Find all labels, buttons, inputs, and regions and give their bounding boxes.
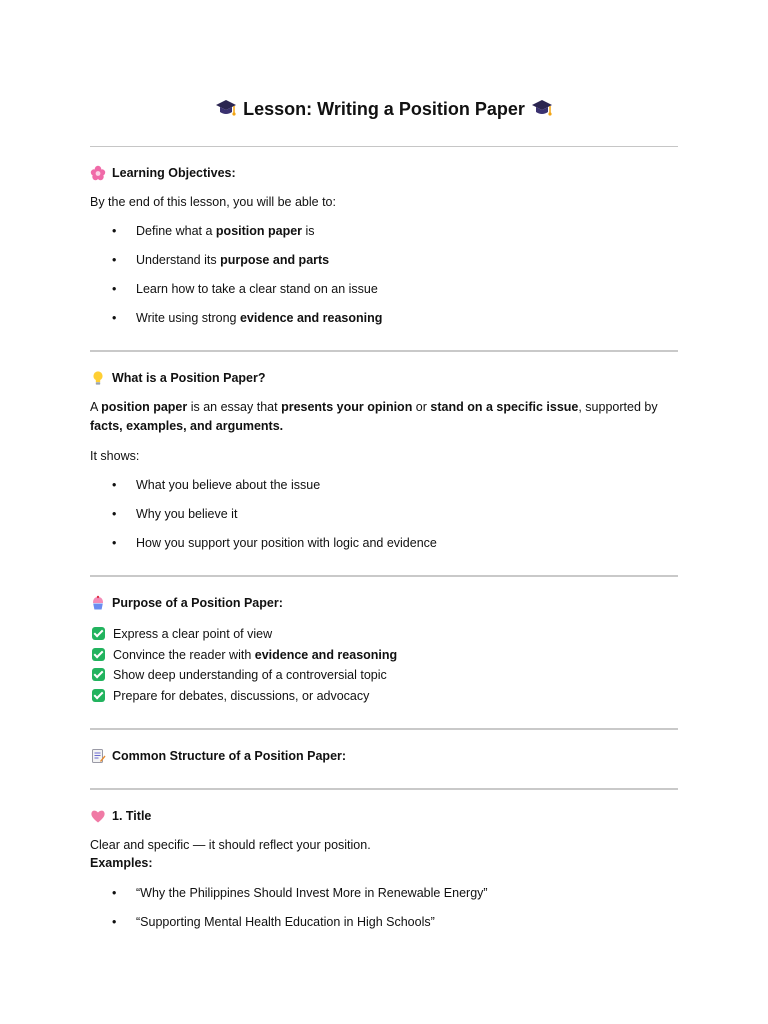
divider (90, 788, 678, 790)
graduation-cap-icon (215, 98, 237, 118)
list-item: • Learn how to take a clear stand on an issue (114, 281, 378, 297)
list-item: • Why you believe it (114, 506, 237, 522)
flower-icon (90, 165, 106, 181)
list-item: • Define what a position paper is (114, 223, 315, 239)
list-item: • “Supporting Mental Health Education in High Schools” (114, 914, 435, 930)
graduation-cap-icon (531, 98, 553, 118)
cupcake-icon (90, 595, 106, 611)
checklist-item: Prepare for debates, discussions, or advocacy (92, 688, 369, 704)
divider (90, 728, 678, 730)
divider (90, 350, 678, 352)
divider (90, 146, 678, 147)
checklist-item: Convince the reader with evidence and reasoning (92, 647, 397, 663)
check-mark-icon (92, 668, 105, 681)
checklist-item: Express a clear point of view (92, 626, 272, 642)
what-is-heading: What is a Position Paper? (90, 370, 266, 386)
what-is-definition: A position paper is an essay that presents your opinion or stand on a specific issue, supported by facts, examples, and arguments. (90, 400, 658, 433)
heart-icon (90, 808, 106, 824)
list-item: • “Why the Philippines Should Invest More in Renewable Energy” (114, 885, 488, 901)
checklist-item: Show deep understanding of a controversial topic (92, 667, 387, 683)
objectives-heading: Learning Objectives: (90, 165, 236, 181)
list-item: • What you believe about the issue (114, 477, 320, 493)
page-title-text: Lesson: Writing a Position Paper (243, 99, 525, 119)
examples-label: Examples: (90, 856, 153, 870)
list-item: • Understand its purpose and parts (114, 252, 329, 268)
divider (90, 575, 678, 577)
what-is-shows: It shows: (90, 449, 140, 463)
page-title (90, 97, 678, 121)
structure-heading: Common Structure of a Position Paper: (90, 748, 346, 764)
objectives-intro: By the end of this lesson, you will be able to: (90, 195, 336, 209)
check-mark-icon (92, 648, 105, 661)
title-section-description: Clear and specific — it should reflect your position. (90, 838, 371, 852)
title-section-heading: 1. Title (90, 808, 151, 824)
memo-icon (90, 748, 106, 764)
check-mark-icon (92, 627, 105, 640)
purpose-heading: Purpose of a Position Paper: (90, 595, 283, 611)
list-item: • Write using strong evidence and reasoning (114, 310, 382, 326)
lightbulb-icon (90, 370, 106, 386)
check-mark-icon (92, 689, 105, 702)
list-item: • How you support your position with logic and evidence (114, 535, 437, 551)
